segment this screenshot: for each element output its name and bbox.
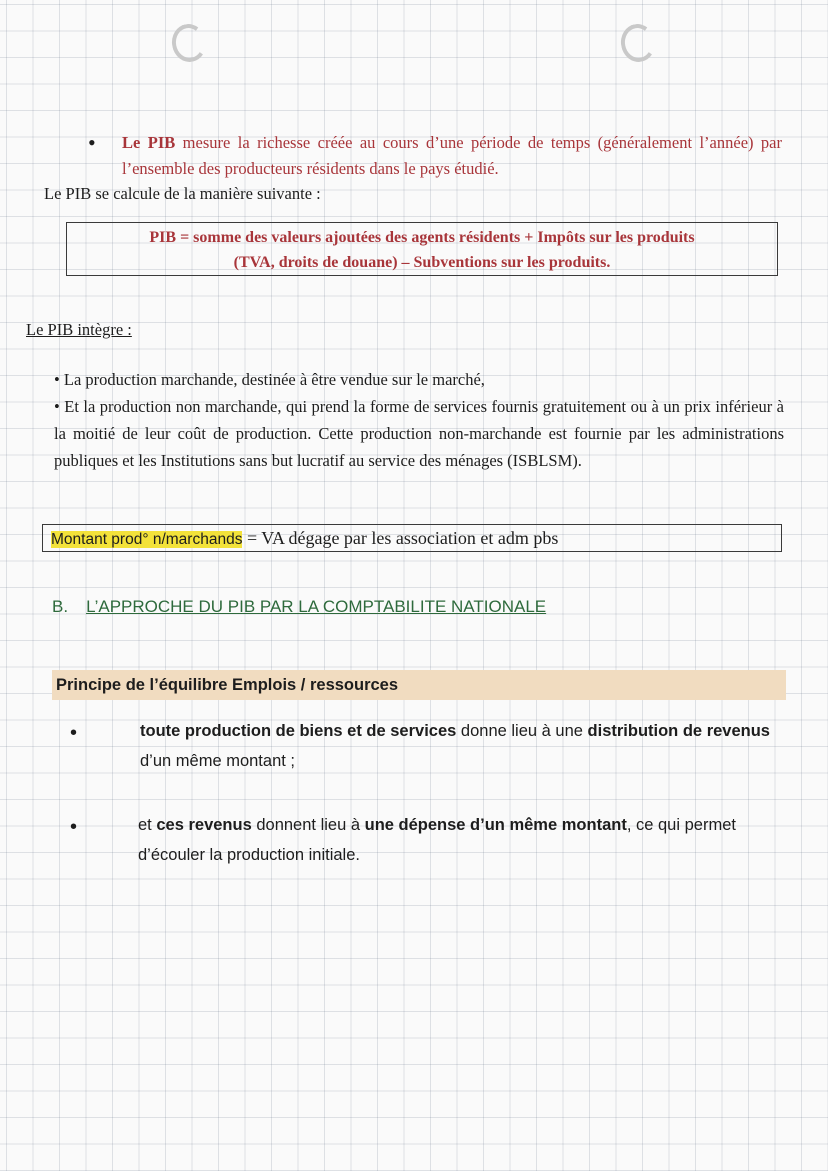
text-phrase: , ce qui permet d’écouler la production initiale.	[138, 816, 736, 864]
pib-definition-text: mesure la richesse créée au cours d’une période de temps (généralement l’année) par l’ensemble des producteurs résidents dans le pays étudié.	[122, 133, 782, 178]
montant-box	[42, 524, 782, 552]
text-phrase: donnent lieu à	[251, 816, 365, 834]
binder-hole	[169, 21, 209, 64]
bold-phrase: ces revenus	[156, 816, 252, 834]
formula-line-1: PIB = somme des valeurs ajoutées des agents résidents + Impôts sur les produits	[149, 229, 695, 246]
formula-line-2: (TVA, droits de douane) – Subventions sur les produits.	[233, 254, 611, 271]
bold-phrase: une dépense d’un même montant	[364, 816, 627, 834]
paragraph-2	[70, 810, 788, 870]
section-heading	[52, 597, 546, 617]
binder-hole	[618, 21, 658, 64]
integre-heading: Le PIB intègre :	[26, 320, 132, 339]
bullet-dot: •	[70, 816, 78, 838]
paragraph-1	[70, 716, 788, 776]
bullet-dot: •	[70, 722, 78, 744]
formula-box	[66, 222, 778, 276]
text-phrase: donne lieu à une	[456, 722, 588, 740]
list-item: • Et la production non marchande, qui prend la forme de services fournis gratuitement ou à un prix inférieur à la moitié de leur coût de production. Cette production non-marchande est fournie par les administrations publiques et les Institutions sans but lucratif au service des ménages (ISBLSM).	[54, 397, 784, 470]
pib-term: Le PIB	[122, 133, 176, 152]
section-letter: B.	[52, 597, 69, 616]
montant-definition: = VA dégage par les association et adm pbs	[242, 528, 559, 548]
integre-list	[54, 366, 784, 474]
bullet-dot: •	[88, 130, 96, 155]
list-item: • La production marchande, destinée à être vendue sur le marché,	[54, 370, 485, 389]
pib-definition	[122, 130, 782, 182]
bold-phrase: toute production de biens et de services	[140, 722, 457, 740]
text-phrase: d’un même montant ;	[140, 752, 295, 770]
section-title: L’APPROCHE DU PIB PAR LA COMPTABILITE NATIONALE	[86, 597, 547, 616]
text-phrase: et	[138, 816, 157, 834]
highlighted-term: Montant prod° n/marchands	[51, 531, 243, 548]
calc-intro: Le PIB se calcule de la manière suivante :	[44, 184, 321, 203]
principe-heading: Principe de l’équilibre Emplois / ressources	[52, 670, 786, 700]
bold-phrase: distribution de revenus	[587, 722, 770, 740]
